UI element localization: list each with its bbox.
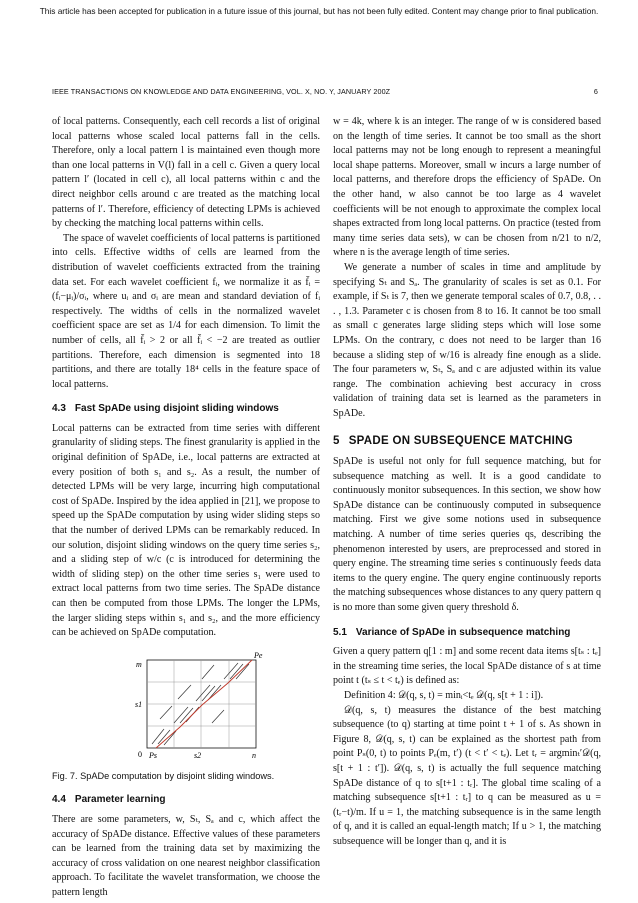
axis-label-s2: s2 bbox=[194, 750, 202, 760]
paragraph: Local patterns can be extracted from time series with different granularity of sliding steps. The finest granularity is applied in the original definition of SpADe, i.e., local patterns are extracted at every position of both s₁ and s₂. As a result, the number of detected LPMs will be very large, incurring high computational cost of SpADe. Inspired by the idea applied in [21], we propose to speed up the SpADe computation by using wider sliding steps so that the number of derived LPMs can be remarkably reduced. In our solution, disjoint sliding windows on the query time series s₂, and a sliding step of w/c (c is introduced for determining the width of sliding step) on the other time series s₁ were used to extract local patterns from two time series. The SpADe distance can then be computed from those LPMs. The longer the LPMs, the larger sliding steps within s₁ and s₂, and the more efficiency can be achieved on SpADe computation. bbox=[52, 422, 320, 639]
section-title: SPADE ON SUBSEQUENCE MATCHING bbox=[348, 435, 573, 448]
paragraph: SpADe is useful not only for full sequence matching, but for subsequence matching as well. It is a good candidate to continuously monitor subsequences. In this section, we show how SpADe distance can be continuously computed in subsequence matching. First we give some notions used in subsequence matching. A number of time series queries qs, describing the phenomenon interested by users, are preprocessed and stored in query engine. The streaming time series s continuously feeds data items to the query engine. The query engine continuously reports the matching subsequences whose distances to any query pattern q is no more than some given query threshold δ. bbox=[333, 456, 601, 613]
paragraph: w = 4k, where k is an integer. The range of w is considered based on the length of time series. It cannot be too small as the short local patterns may not be long enough to represent a meaningful local shape patterns. Moreover, small w incurs a large number of local patterns, and therefore drops the efficiency of SpADe. On the other hand, w also cannot be too large as 4 wavelet coefficients will be not enough to approximate the complex local shapes extracted from long local patterns. On practice (tested from many time series data sets), w can be chosen from n/21 to n/2, where n is the average length of time series. bbox=[333, 116, 601, 259]
paragraph: Given a query pattern q[1 : m] and some recent data items s[tₛ : tₑ] in the streaming time series, the local SpADe distance of s at time point t (tₛ ≤ t < tₑ) is defined as: bbox=[333, 646, 601, 687]
running-header bbox=[52, 87, 598, 96]
origin-label: 0 bbox=[138, 749, 142, 759]
section-number: 4.4 bbox=[52, 794, 66, 806]
page-number: 6 bbox=[593, 87, 598, 96]
figure-7 bbox=[52, 649, 320, 765]
point-label-ps: Ps bbox=[149, 750, 157, 760]
grid-lines bbox=[147, 660, 256, 748]
disjoint-window-diagram bbox=[52, 649, 320, 765]
section-title: Variance of SpADe in subsequence matching bbox=[355, 626, 571, 638]
paragraph: The space of wavelet coefficients of local patterns is partitioned into cells. Effective widths of cells are learned from the distribution of wavelet coefficients extracted from the training data set. For each wavelet coefficient fᵢ, we normalize it as f̄ᵢ = (fᵢ−μᵢ)/σᵢ, where uᵢ and σᵢ are mean and standard deviation of fᵢ respectively. The widths of cells in the normalized wavelet coefficient space are set as 1/4 for each dimension. To limit the number of cells, all f̄ᵢ > 2 or all f̄ᵢ < −2 are treated as outlier partitions. Therefore, each dimension is segmented into 18 partitions, and there are totally 18⁴ cells in the feature space of local patterns. bbox=[52, 232, 320, 390]
definition-4: Definition 4: 𝒟(q, s, t) = minᵢ<tₑ 𝒟(q, s[t + 1 : i]). bbox=[344, 689, 544, 701]
section-heading-5-1 bbox=[333, 626, 601, 641]
axis-label-s1: s1 bbox=[135, 699, 143, 709]
axis-label-m: m bbox=[136, 659, 142, 669]
section-heading-4-4 bbox=[52, 793, 320, 808]
figure-caption: Fig. 7. SpADe computation by disjoint sliding windows. bbox=[52, 770, 275, 781]
section-heading-5 bbox=[333, 434, 601, 449]
paragraph: 𝒟(q, s, t) measures the distance of the best matching subsequence (to q) starting at time point t + 1 of s. As shown in Figure 8, 𝒟(q, s, t) can be explained as the shortest path from point Pₛ(0, t) to points Pₑ(m, t′) (t < t′ < tₑ). Let tᵣ = argminₜ′𝒟(q, s[t + 1 : t′]). 𝒟(q, s, t) is actually the full sequence matching SpADe distance of q to s[t+1 : tᵣ]. The global time scaling of a matching subsequence s[t+1 : tᵣ] to q can be measured as u = (tᵣ−t)/m. If u = 1, the matching subsequence is in the same length of q, and it is called an equal-length match; If u > 1, the matching subsequence will be longer than q, and it is bbox=[333, 704, 601, 847]
point-label-pe: Pe bbox=[254, 650, 263, 660]
paragraph: There are some parameters, w, Sₜ, Sₐ and c, which affect the accuracy of SpADe distance. Effective values of these parameters can be learned from the training data set by maximizing the accuracy of cross validation on one nearest neighbor classification approach. To facilitate the wavelet transformation, we choose the pattern length bbox=[52, 813, 320, 898]
axis-label-n: n bbox=[252, 750, 256, 760]
section-number: 5 bbox=[333, 435, 340, 448]
section-number: 4.3 bbox=[52, 403, 66, 415]
section-title: Fast SpADe using disjoint sliding windows bbox=[74, 403, 279, 415]
left-column bbox=[52, 115, 320, 901]
publication-banner: This article has been accepted for publication in a future issue of this journal, but has not been fully edited. Content may change prior to final publication. bbox=[39, 6, 599, 16]
section-number: 5.1 bbox=[333, 626, 347, 638]
section-title: Parameter learning bbox=[74, 794, 166, 806]
paragraph: of local patterns. Consequently, each cell records a list of original local patterns whose scaled local patterns fall in the cells. Therefore, only a local pattern l is maintained even though more than one local patterns in V(l) fall in a cell c. Given a query local pattern l′ (located in cell c), all local patterns within c and the direct neighbor cells around c are treated as the matching local patterns of l′. Therefore, efficiency of detecting LPMs is achieved by checking the matching local patterns within cells. bbox=[52, 116, 320, 230]
section-heading-4-3 bbox=[52, 402, 320, 417]
right-column bbox=[333, 115, 601, 850]
paragraph: We generate a number of scales in time and amplitude by specifying Sₜ and Sₐ. The granularity of scales is set as 0.1. For example, if Sₜ is 7, then we generate temporal scales of 0.7, 0.8, . . . , 1.3. Parameter c is chosen from 8 to 16. It cannot be too small as small c generates large sliding steps which will lose some LPMs. On the contrary, c does not need to be larger than 16 because a sliding step of w/16 is already fine enough as a slide. The four parameters w, Sₜ, Sₐ and c are adjusted within its value range. The combination achieving best accuracy in cross validation of training data set is learned as the parameters in SpADe. bbox=[333, 261, 601, 419]
journal-title: IEEE TRANSACTIONS ON KNOWLEDGE AND DATA ENGINEERING, VOL. X, NO. Y, JANUARY 200Z bbox=[52, 87, 391, 96]
